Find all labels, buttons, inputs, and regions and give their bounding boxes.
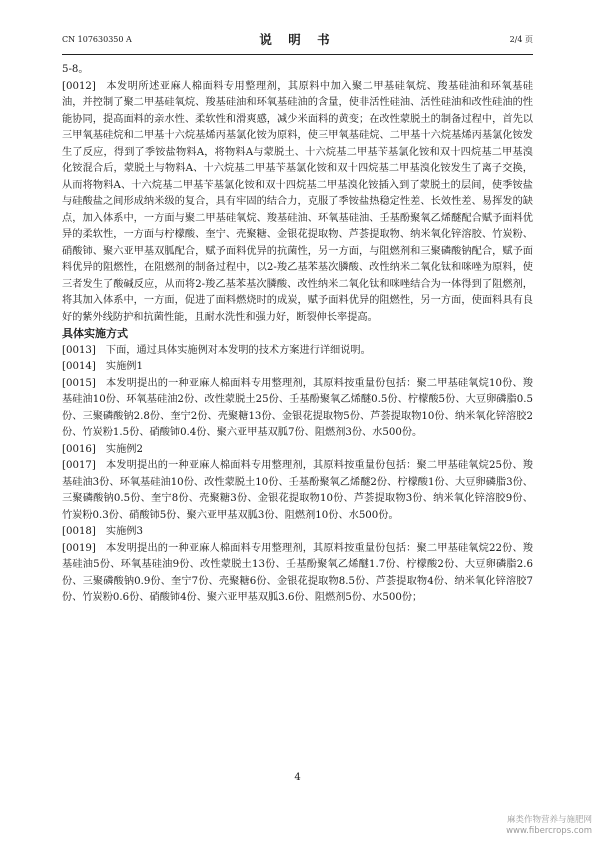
example-heading: 实施例3: [105, 526, 143, 537]
example-heading: 实施例2: [105, 443, 143, 455]
paragraph-0014: [62, 359, 533, 376]
paragraph-0016: [62, 442, 533, 459]
watermark: [462, 815, 592, 837]
paragraph-0015: [62, 376, 533, 442]
paragraph-0013: [62, 343, 533, 360]
document-body: [62, 62, 533, 607]
paragraph-number: [0013]: [62, 344, 96, 356]
paragraph-number: [0015]: [62, 377, 96, 389]
paragraph-text: 本发明提出的一种亚麻人棉面料专用整理剂，其原料按重量份包括：聚二甲基硅氧烷22份、羧基硅油5份、环氧基硅油9份、改性蒙脱土13份、壬基酚聚氧乙烯醚1.7份、柠檬酸2份、大豆卵磷脂2.6份、三聚磷酸钠0.9份、奎宁7份、壳聚糖6份、金银花提取物8.5份、芦荟提取物4份、纳米氧化锌溶胶7份、竹炭粉0.6份、硝酸铈4份、聚六亚甲基双胍3.6份、阻燃剂5份、水500份；: [62, 542, 533, 603]
paragraph-number: [0014]: [62, 361, 96, 372]
paragraph-number: [0017]: [62, 460, 96, 471]
paragraph-number: [0019]: [62, 542, 96, 554]
paragraph-0019: [62, 541, 533, 607]
paragraph-number: [0012]: [62, 80, 96, 92]
paragraph-text: 本发明提出的一种亚麻人棉面料专用整理剂，其原料按重量份包括：聚二甲基硅氧烷25份、羧基硅油3份、环氧基硅油10份、改性蒙脱土10份、壬基酚聚氧乙烯醚2份、柠檬酸1份、大豆卵磷脂3份、三聚磷酸钠0.5份、奎宁8份、壳聚糖3份、金银花提取物10份、芦荟提取物3份、纳米氧化锌溶胶9份、竹炭粉0.3份、硝酸铈5份、聚六亚甲基双胍3份、阻燃剂10份、水500份。: [62, 460, 533, 521]
paragraph-number: [0018]: [62, 526, 96, 537]
paragraph-number: [0016]: [62, 443, 96, 455]
paragraph-0012: [62, 79, 533, 327]
watermark-site-name: 麻类作物营养与施肥网: [506, 815, 592, 825]
document-number: CN 107630350 A: [62, 35, 132, 44]
watermark-url: www.fibercrops.com: [506, 826, 592, 836]
continued-text: 5-8。: [62, 64, 89, 75]
header-divider: [62, 54, 533, 55]
section-heading: 具体实施方式: [62, 327, 128, 340]
paragraph-0018: [62, 524, 533, 541]
document-title: 说 明 书: [259, 32, 336, 47]
paragraph-text: 本发明提出的一种亚麻人棉面料专用整理剂，其原料按重量份包括：聚二甲基硅氧烷10份、羧基硅油10份、环氧基硅油2份、改性蒙脱土25份、壬基酚聚氧乙烯醚0.5份、柠檬酸5份、大豆卵磷脂0.5份、三聚磷酸钠2.8份、奎宁2份、壳聚糖13份、金银花提取物5份、芦荟提取物10份、纳米氧化锌溶胶2份、竹炭粉1.5份、硝酸铈0.4份、聚六亚甲基双胍7份、阻燃剂3份、水500份。: [62, 377, 533, 438]
page-number: 4: [294, 772, 301, 783]
paragraph-0017: [62, 458, 533, 524]
paragraph-text: 本发明所述亚麻人棉面料专用整理剂，其原料中加入聚二甲基硅氧烷、羧基硅油和环氧基硅油，并控制了聚二甲基硅氧烷、羧基硅油和环氧基硅油的含量，使非活性硅油、活性硅油和改性硅油的性能协同，提高面料的亲水性、柔软性和滑爽感，减少米面料的黄变；在改性蒙脱土的制备过程中，首先以三甲氧基硅烷和二甲基十六烷基烯丙基氯化铵为原料，使三甲氧基硅烷、二甲基十六烷基烯丙基氯化铵发生了反应，得到了季铵盐物料A，将物料A与蒙脱土、十六烷基二甲基苄基氯化铵和双十四烷基二甲基溴化铵混合后，蒙脱土与物料A、十六烷基二甲基苄基氯化铵和双十四烷基二甲基溴化铵发生了离子交换，从而将物料A、十六烷基二甲基苄基氯化铵和双十四烷基二甲基溴化铵插入到了蒙脱土的层间，使季铵盐与硅酸盐之间形成纳米级的复合，具有牢固的结合力，克服了季铵盐热稳定性差、长效性差、易挥发的缺点，加入体系中，一方面与聚二甲基硅氧烷、羧基硅油、环氧基硅油、壬基酚聚氧乙烯醚配合赋予面料优异的柔软性，一方面与柠檬酸、奎宁、壳聚糖、金银花提取物、芦荟提取物、纳米氧化锌溶胶、竹炭粉、硝酸铈、聚六亚甲基双胍配合，赋予面料优异的抗菌性，另一方面，与阻燃剂和三聚磷酸钠配合，赋予面料优异的阻燃性，在阻燃剂的制备过程中，以2-羧乙基苯基次膦酸、改性纳米二氧化钛和咪唑为原料，使三者发生了酸碱反应，从而将2-羧乙基苯基次膦酸、改性纳米二氧化钛和咪唑结合为一体得到了阻燃剂，将其加入体系中，一方面，促进了面料燃烧时的成炭，赋予面料优异的阻燃性，另一方面，使面料具有良好的紫外线防护和抗菌性能，且耐水洗性和强力好，断裂伸长率提高。: [62, 80, 533, 323]
paragraph-text: 下面，通过具体实施例对本发明的技术方案进行详细说明。: [105, 344, 371, 356]
example-heading: 实施例1: [105, 361, 143, 372]
page-header: [62, 30, 533, 50]
page-counter: 2/4 页: [509, 35, 533, 44]
